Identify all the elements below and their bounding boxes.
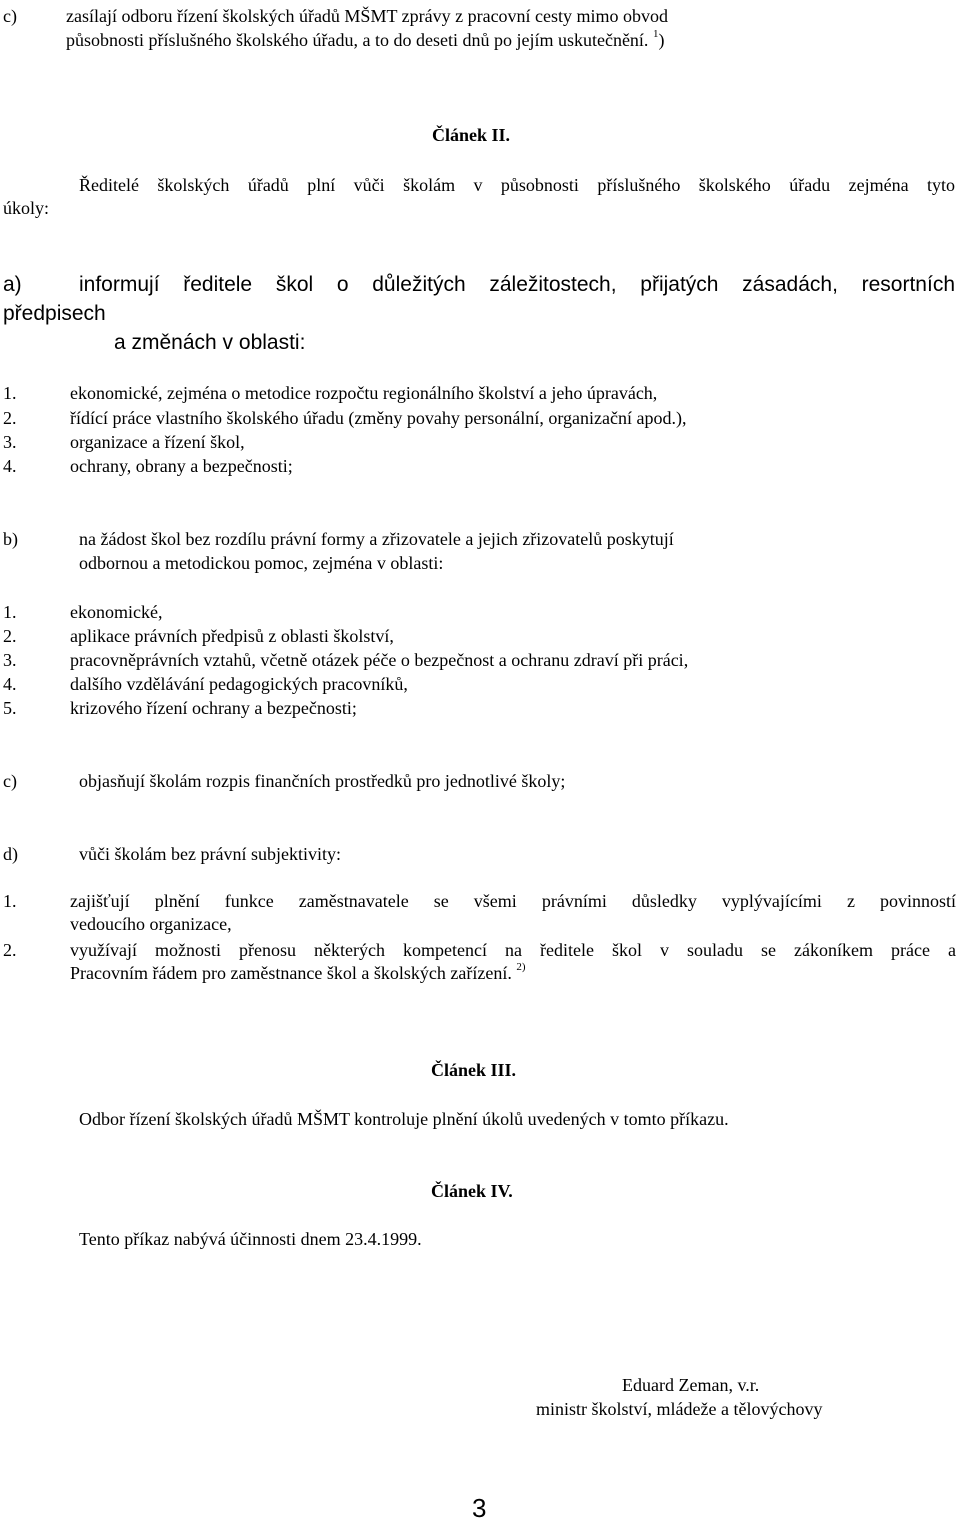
paragraph-line: odbornou a metodickou pomoc, zejména v oblasti: bbox=[79, 553, 444, 573]
list-number: 2. bbox=[3, 940, 17, 960]
list-item: řídící práce vlastního školského úřadu (změny povahy personální, organizační apod.), bbox=[70, 408, 687, 428]
item-label: c) bbox=[3, 6, 17, 26]
signature-role: ministr školství, mládeže a tělovýchovy bbox=[536, 1399, 823, 1419]
list-item: vedoucího organizace, bbox=[70, 914, 232, 934]
list-number: 4. bbox=[3, 674, 17, 694]
list-item: aplikace právních předpisů z oblasti školství, bbox=[70, 626, 394, 646]
paragraph-line: a změnách v oblasti: bbox=[114, 331, 306, 354]
paragraph-line: Odbor řízení školských úřadů MŠMT kontroluje plnění úkolů uvedených v tomto příkazu. bbox=[79, 1109, 729, 1129]
list-item: pracovněprávních vztahů, včetně otázek péče o bezpečnost a ochranu zdraví při práci, bbox=[70, 650, 689, 670]
list-item: krizového řízení ochrany a bezpečnosti; bbox=[70, 698, 357, 718]
signature-name: Eduard Zeman, v.r. bbox=[622, 1375, 760, 1395]
list-item: využívají možnosti přenosu některých kompetencí na ředitele škol v souladu se zákoníkem práce a bbox=[70, 940, 956, 960]
list-item bbox=[70, 963, 526, 985]
list-number: 4. bbox=[3, 456, 17, 476]
list-number: 1. bbox=[3, 891, 17, 911]
article-heading: Článek II. bbox=[432, 125, 511, 145]
list-number: 1. bbox=[3, 602, 17, 622]
list-item: ekonomické, bbox=[70, 602, 163, 622]
paragraph-text: působnosti příslušného školského úřadu, a to do deseti dnů po jejím uskutečnění. bbox=[66, 30, 649, 50]
paragraph-line: na žádost škol bez rozdílu právní formy a zřizovatele a jejich zřizovatelů poskytují bbox=[79, 529, 674, 549]
list-number: 2. bbox=[3, 626, 17, 646]
list-item: organizace a řízení škol, bbox=[70, 432, 245, 452]
list-item: ekonomické, zejména o metodice rozpočtu regionálního školství a jeho úpravách, bbox=[70, 383, 658, 403]
list-item: ochrany, obrany a bezpečnosti; bbox=[70, 456, 293, 476]
paragraph-text: ) bbox=[658, 30, 665, 50]
paragraph-line: objasňují školám rozpis finančních prostředků pro jednotlivé školy; bbox=[79, 771, 566, 791]
page-number: 3 bbox=[472, 1493, 487, 1523]
paragraph-line: Tento příkaz nabývá účinnosti dnem 23.4.1999. bbox=[79, 1229, 422, 1249]
intro-line: úkoly: bbox=[3, 198, 50, 218]
list-item: zajišťují plnění funkce zaměstnavatele se všemi právními důsledky vyplývajícími z povinností bbox=[70, 891, 956, 911]
list-number: 1. bbox=[3, 383, 17, 403]
item-label: a) bbox=[3, 273, 22, 296]
list-number: 3. bbox=[3, 432, 17, 452]
list-number: 5. bbox=[3, 698, 17, 718]
list-number: 3. bbox=[3, 650, 17, 670]
paragraph-line: vůči školám bez právní subjektivity: bbox=[79, 844, 341, 864]
article-heading: Článek III. bbox=[431, 1060, 517, 1080]
paragraph-line: informují ředitele škol o důležitých záležitostech, přijatých zásadách, resortních bbox=[79, 273, 955, 296]
article-heading: Článek IV. bbox=[431, 1181, 513, 1201]
intro-line: Ředitelé školských úřadů plní vůči školám v působnosti příslušného školského úřadu zejména tyto bbox=[79, 175, 955, 195]
footnote-ref: 1 bbox=[652, 28, 659, 40]
list-number: 2. bbox=[3, 408, 17, 428]
list-item: dalšího vzdělávání pedagogických pracovníků, bbox=[70, 674, 408, 694]
item-label: d) bbox=[3, 844, 18, 864]
footnote-ref: 2) bbox=[516, 961, 526, 973]
item-label: b) bbox=[3, 529, 18, 549]
paragraph-line: zasílají odboru řízení školských úřadů MŠMT zprávy z pracovní cesty mimo obvod bbox=[66, 6, 669, 26]
list-item-text: Pracovním řádem pro zaměstnance škol a školských zařízení. bbox=[70, 963, 512, 983]
paragraph-line bbox=[66, 30, 664, 52]
paragraph-line: předpisech bbox=[3, 302, 106, 325]
item-label: c) bbox=[3, 771, 17, 791]
